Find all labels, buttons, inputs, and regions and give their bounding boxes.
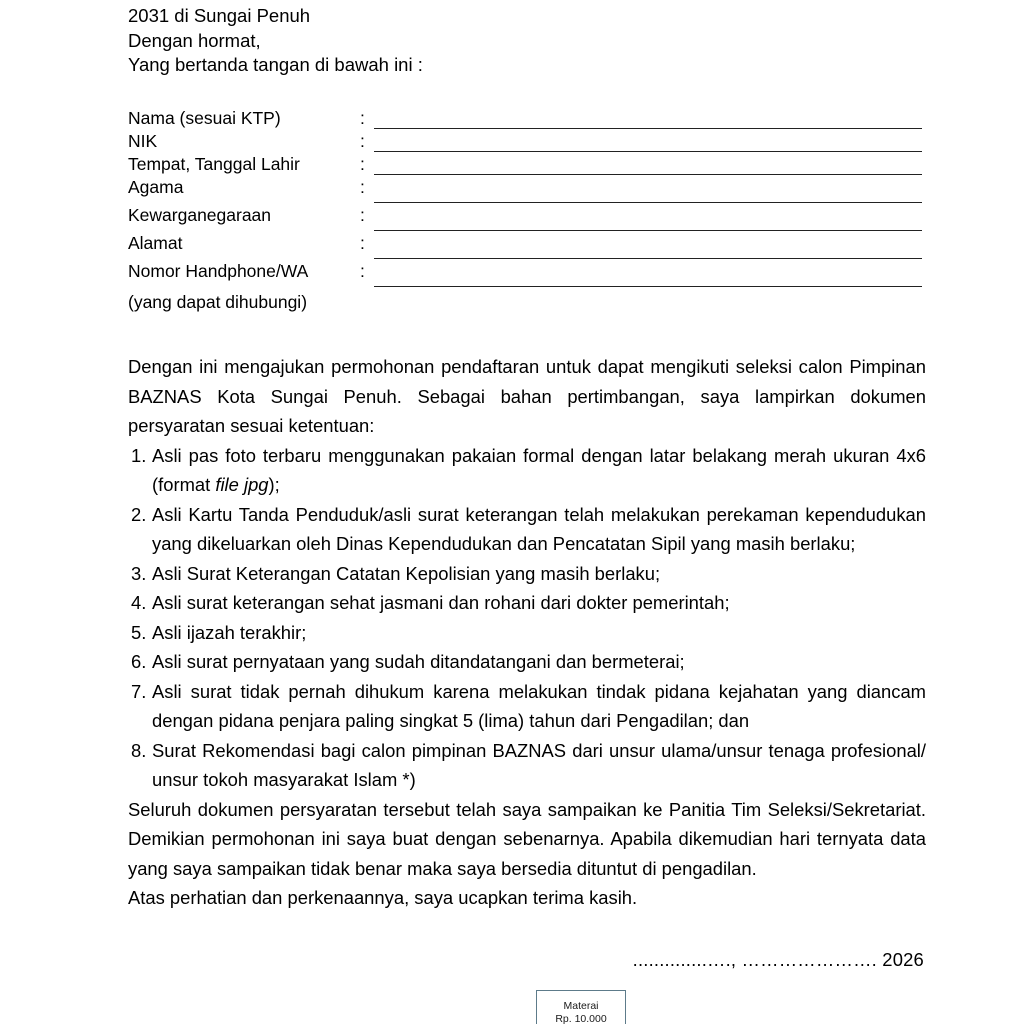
signature-block (128, 945, 926, 974)
requirement-item (128, 588, 926, 618)
field-colon: : (360, 154, 365, 174)
closing-paragraph: Seluruh dokumen persyaratan tersebut telah saya sampaikan ke Panitia Tim Seleksi/Sekretariat. Demikian permohonan ini saya buat dengan sebenarnya. Apabila dikemudian hari ternyata data yang saya sampaikan tidak benar maka saya bersedia dituntut di pengadilan. (128, 798, 926, 879)
requirement-text: Asli pas foto terbaru menggunakan pakaian formal dengan latar belakang merah ukuran 4x6 (format (152, 444, 926, 495)
requirement-item (128, 618, 926, 648)
header-line-1: 2031 di Sungai Penuh (128, 5, 311, 26)
materai-stamp-box (536, 990, 626, 1024)
field-subnote-handphone: (yang dapat dihubungi) (128, 292, 308, 312)
field-input-agama[interactable] (374, 202, 922, 203)
field-colon: : (360, 177, 365, 197)
field-label-kewarganegaraan: Kewarganegaraan (128, 205, 272, 225)
field-input-nomor-handphone[interactable] (374, 286, 922, 287)
requirement-text: Asli surat pernyataan yang sudah ditandatangani dan bermeterai; (152, 651, 685, 672)
field-colon: : (360, 233, 365, 253)
letter-body (128, 352, 926, 913)
requirement-text: Surat Rekomendasi bagi calon pimpinan BAZNAS dari unsur ulama/unsur tenaga profesional/ unsur tokoh masyarakat Islam *) (152, 739, 926, 790)
field-label-agama: Agama (128, 177, 184, 197)
intro-paragraph: Dengan ini mengajukan permohonan pendaftaran untuk dapat mengikuti seleksi calon Pimpinan BAZNAS Kota Sungai Penuh. Sebagai bahan pertimbangan, saya lampirkan dokumen persyaratan sesuai ketentuan: (128, 356, 926, 436)
form-row (128, 154, 928, 177)
requirement-text: Asli surat tidak pernah dihukum karena melakukan tindak pidana kejahatan yang diancam dengan pidana penjara paling singkat 5 (lima) tahun dari Pengadilan; dan (152, 680, 926, 731)
form-row (128, 108, 928, 131)
form-row (128, 205, 928, 233)
field-colon: : (360, 205, 365, 225)
field-input-nik[interactable] (374, 151, 922, 152)
form-row (128, 233, 928, 261)
field-label-tempat-tanggal-lahir: Tempat, Tanggal Lahir (128, 154, 300, 174)
field-colon: : (360, 261, 365, 281)
header-line-3: Yang bertanda tangan di bawah ini : (128, 54, 423, 75)
field-colon: : (360, 131, 365, 151)
materai-label: Materai (563, 1000, 599, 1012)
materai-amount: Rp. 10.000 (555, 1013, 607, 1024)
field-input-alamat[interactable] (374, 258, 922, 259)
requirement-item (128, 677, 926, 736)
requirement-item (128, 500, 926, 559)
field-input-kewarganegaraan[interactable] (374, 230, 922, 231)
requirement-item (128, 559, 926, 589)
requirement-text: Asli Surat Keterangan Catatan Kepolisian yang masih berlaku; (152, 562, 661, 584)
field-input-tempat-tanggal-lahir[interactable] (374, 174, 922, 175)
form-row (128, 131, 928, 154)
identity-form (128, 108, 928, 313)
requirement-item (128, 736, 926, 795)
letter-header (128, 4, 928, 78)
field-label-nama: Nama (sesuai KTP) (128, 108, 281, 128)
form-row (128, 177, 928, 205)
requirement-text: Asli Kartu Tanda Penduduk/asli surat keterangan telah melakukan perekaman kependudukan yang dikeluarkan oleh Dinas Kependudukan dan Pencatatan Sipil yang masih berlaku; (152, 503, 926, 554)
requirement-text: Asli ijazah terakhir; (152, 621, 307, 643)
requirement-item (128, 441, 926, 500)
field-colon: : (360, 108, 365, 128)
field-label-nomor-handphone: Nomor Handphone/WA (128, 261, 309, 281)
field-input-nama[interactable] (374, 128, 922, 129)
date-place-line: ..............…., …………………. 2026 (632, 949, 924, 970)
field-label-nik: NIK (128, 131, 158, 151)
field-label-alamat: Alamat (128, 233, 183, 253)
requirement-text: Asli surat keterangan sehat jasmani dan rohani dari dokter pemerintah; (152, 592, 730, 613)
thanks-line: Atas perhatian dan perkenaannya, saya ucapkan terima kasih. (128, 887, 638, 908)
requirement-text-tail: ); (268, 474, 280, 495)
header-line-2: Dengan hormat, (128, 29, 261, 51)
requirement-item (128, 647, 926, 677)
requirements-list (128, 441, 926, 795)
requirement-italic: file jpg (215, 474, 269, 495)
form-row (128, 261, 928, 289)
